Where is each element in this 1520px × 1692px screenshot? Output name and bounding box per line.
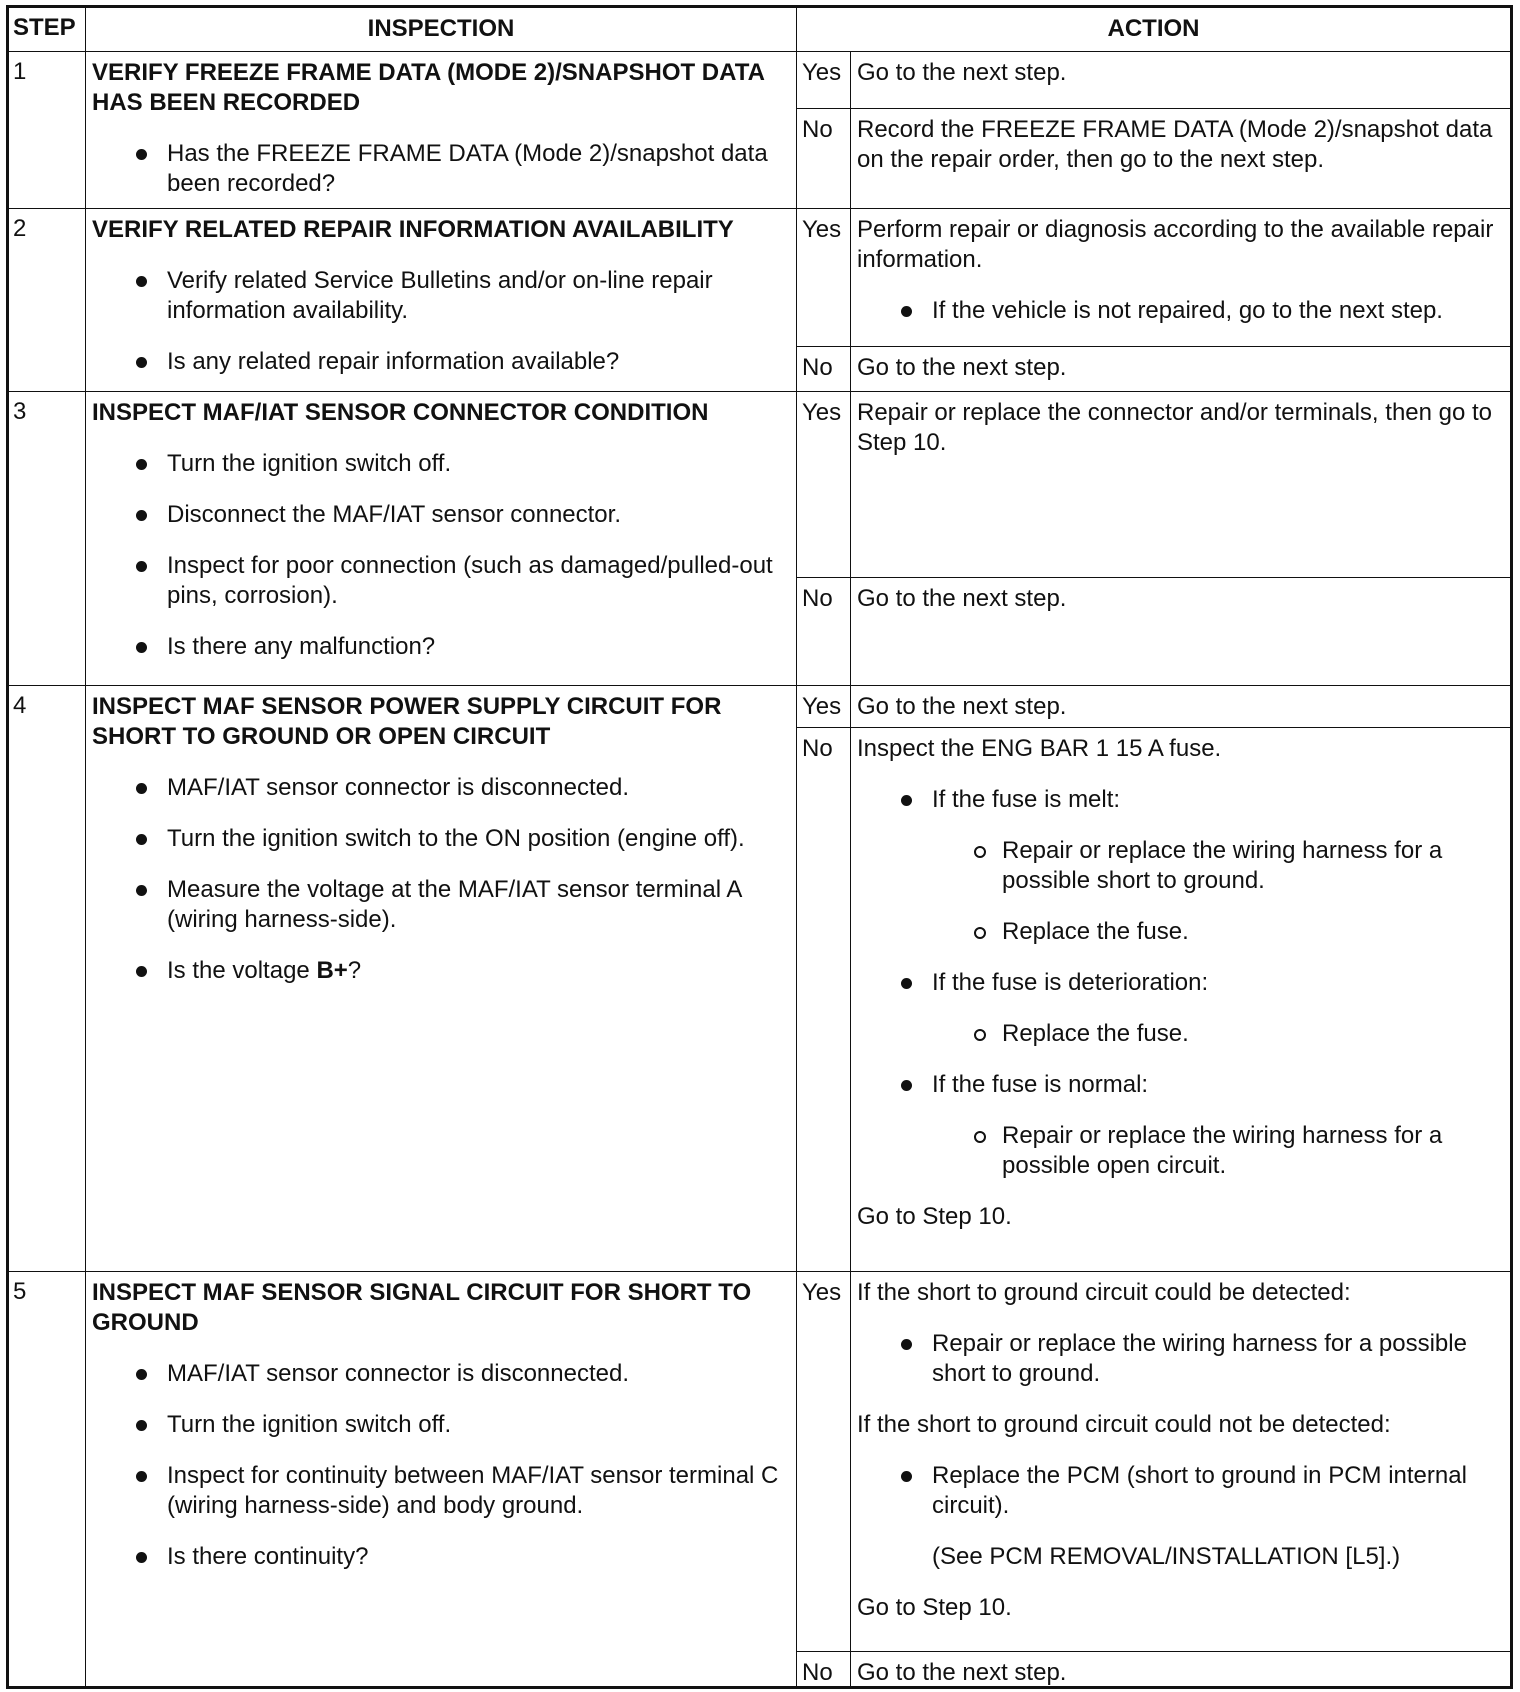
- header-action: ACTION: [1107, 15, 1200, 42]
- action-bullet: If the fuse is normal:: [857, 1070, 1504, 1100]
- inspection-cell: [86, 686, 797, 1271]
- inspection-bullet: Is any related repair information available?: [92, 347, 790, 377]
- yes-label: Yes: [797, 52, 851, 108]
- yes-label: Yes: [797, 392, 851, 577]
- yes-branch: [797, 392, 1510, 578]
- action-bullet: Repair or replace the wiring harness for a possible short to ground.: [857, 1329, 1504, 1389]
- inspection-bullet: Has the FREEZE FRAME DATA (Mode 2)/snapshot data been recorded?: [92, 139, 790, 199]
- voltage-value: B+: [316, 957, 348, 984]
- inspection-bullet: Disconnect the MAF/IAT sensor connector.: [92, 500, 790, 530]
- step-number: 5: [9, 1272, 86, 1686]
- inspection-title: VERIFY FREEZE FRAME DATA (MODE 2)/SNAPSHOT DATA HAS BEEN RECORDED: [92, 59, 765, 116]
- yes-branch: [797, 686, 1510, 728]
- action-text: Perform repair or diagnosis according to the available repair information.: [857, 216, 1494, 273]
- table-row-step-1: [9, 52, 1510, 209]
- step-number: 4: [9, 686, 86, 1271]
- table-row-step-3: [9, 392, 1510, 686]
- table-row-step-4: [9, 686, 1510, 1272]
- action-text: Go to Step 10.: [857, 1594, 1012, 1621]
- no-branch: [797, 578, 1510, 685]
- action-cell: [797, 392, 1510, 685]
- action-text: Go to the next step.: [857, 59, 1067, 86]
- inspection-bullet: Turn the ignition switch to the ON position (engine off).: [92, 824, 790, 854]
- table-row-step-5: [9, 1272, 1510, 1686]
- yes-label: Yes: [797, 686, 851, 727]
- yes-label: Yes: [797, 1272, 851, 1651]
- no-branch: [797, 347, 1510, 391]
- inspection-bullet: Turn the ignition switch off.: [92, 1410, 790, 1440]
- inspection-title: INSPECT MAF SENSOR SIGNAL CIRCUIT FOR SHORT TO GROUND: [92, 1279, 752, 1336]
- no-label: No: [797, 347, 851, 391]
- header-inspection: INSPECTION: [86, 8, 797, 51]
- action-sub-bullet: Replace the fuse.: [857, 917, 1504, 947]
- action-cell: [797, 1272, 1510, 1686]
- action-text: Record the FREEZE FRAME DATA (Mode 2)/snapshot data on the repair order, then go to the next step.: [857, 116, 1493, 173]
- no-label: No: [797, 109, 851, 208]
- no-label: No: [797, 1652, 851, 1686]
- table-header: [9, 8, 1510, 52]
- inspection-bullet: Is there any malfunction?: [92, 632, 790, 662]
- no-branch: [797, 109, 1510, 208]
- action-cell: [797, 52, 1510, 208]
- bullet-text: Is the voltage: [167, 957, 317, 984]
- yes-branch: [797, 1272, 1510, 1652]
- inspection-cell: [86, 392, 797, 685]
- inspection-bullet: Is there continuity?: [92, 1542, 790, 1572]
- action-sub-bullet: Repair or replace the wiring harness for a possible short to ground.: [857, 836, 1504, 896]
- no-branch: [797, 1652, 1510, 1686]
- inspection-bullet: Inspect for continuity between MAF/IAT sensor terminal C (wiring harness-side) and body ground.: [92, 1461, 790, 1521]
- action-text: Go to the next step.: [857, 1659, 1067, 1686]
- action-text: Go to the next step.: [857, 354, 1067, 381]
- step-number: 2: [9, 209, 86, 391]
- inspection-cell: [86, 209, 797, 391]
- action-bullet: If the vehicle is not repaired, go to the next step.: [857, 296, 1504, 326]
- reference-link[interactable]: (See PCM REMOVAL/INSTALLATION [L5].): [932, 1543, 1401, 1570]
- inspection-bullet: MAF/IAT sensor connector is disconnected.: [92, 1359, 790, 1389]
- action-text: Go to the next step.: [857, 585, 1067, 612]
- action-text: Repair or replace the connector and/or terminals, then go to Step 10.: [857, 399, 1493, 456]
- action-text: If the short to ground circuit could be detected:: [857, 1279, 1351, 1306]
- diagnostic-table: [6, 5, 1513, 1689]
- step-number: 3: [9, 392, 86, 685]
- inspection-title: VERIFY RELATED REPAIR INFORMATION AVAILABILITY: [92, 216, 734, 243]
- inspection-cell: [86, 52, 797, 208]
- inspection-bullet: Inspect for poor connection (such as damaged/pulled-out pins, corrosion).: [92, 551, 790, 611]
- action-sub-bullet: Replace the fuse.: [857, 1019, 1504, 1049]
- inspection-title: INSPECT MAF/IAT SENSOR CONNECTOR CONDITION: [92, 399, 709, 426]
- no-label: No: [797, 578, 851, 685]
- table-row-step-2: [9, 209, 1510, 392]
- action-cell: [797, 209, 1510, 391]
- bullet-text: ?: [347, 957, 362, 984]
- action-bullet: Replace the PCM (short to ground in PCM internal circuit).: [857, 1461, 1504, 1521]
- action-bullet: If the fuse is melt:: [857, 785, 1504, 815]
- no-label: No: [797, 728, 851, 1271]
- header-step: STEP: [9, 8, 86, 51]
- yes-branch: [797, 52, 1510, 109]
- inspection-bullet: Verify related Service Bulletins and/or on-line repair information availability.: [92, 266, 790, 326]
- yes-label: Yes: [797, 209, 851, 346]
- inspection-bullet: [92, 956, 790, 986]
- action-text: Go to Step 10.: [857, 1203, 1012, 1230]
- action-sub-bullet: Repair or replace the wiring harness for a possible open circuit.: [857, 1121, 1504, 1181]
- action-bullet: If the fuse is deterioration:: [857, 968, 1504, 998]
- action-text: If the short to ground circuit could not be detected:: [857, 1411, 1391, 1438]
- step-number: 1: [9, 52, 86, 208]
- yes-branch: [797, 209, 1510, 347]
- no-branch: [797, 728, 1510, 1271]
- inspection-bullet: Turn the ignition switch off.: [92, 449, 790, 479]
- action-text: Go to the next step.: [857, 693, 1067, 720]
- inspection-cell: [86, 1272, 797, 1686]
- inspection-bullet: MAF/IAT sensor connector is disconnected.: [92, 773, 790, 803]
- action-text: Inspect the ENG BAR 1 15 A fuse.: [857, 735, 1222, 762]
- inspection-title: INSPECT MAF SENSOR POWER SUPPLY CIRCUIT FOR SHORT TO GROUND OR OPEN CIRCUIT: [92, 693, 722, 750]
- inspection-bullet: Measure the voltage at the MAF/IAT sensor terminal A (wiring harness-side).: [92, 875, 790, 935]
- action-cell: [797, 686, 1510, 1271]
